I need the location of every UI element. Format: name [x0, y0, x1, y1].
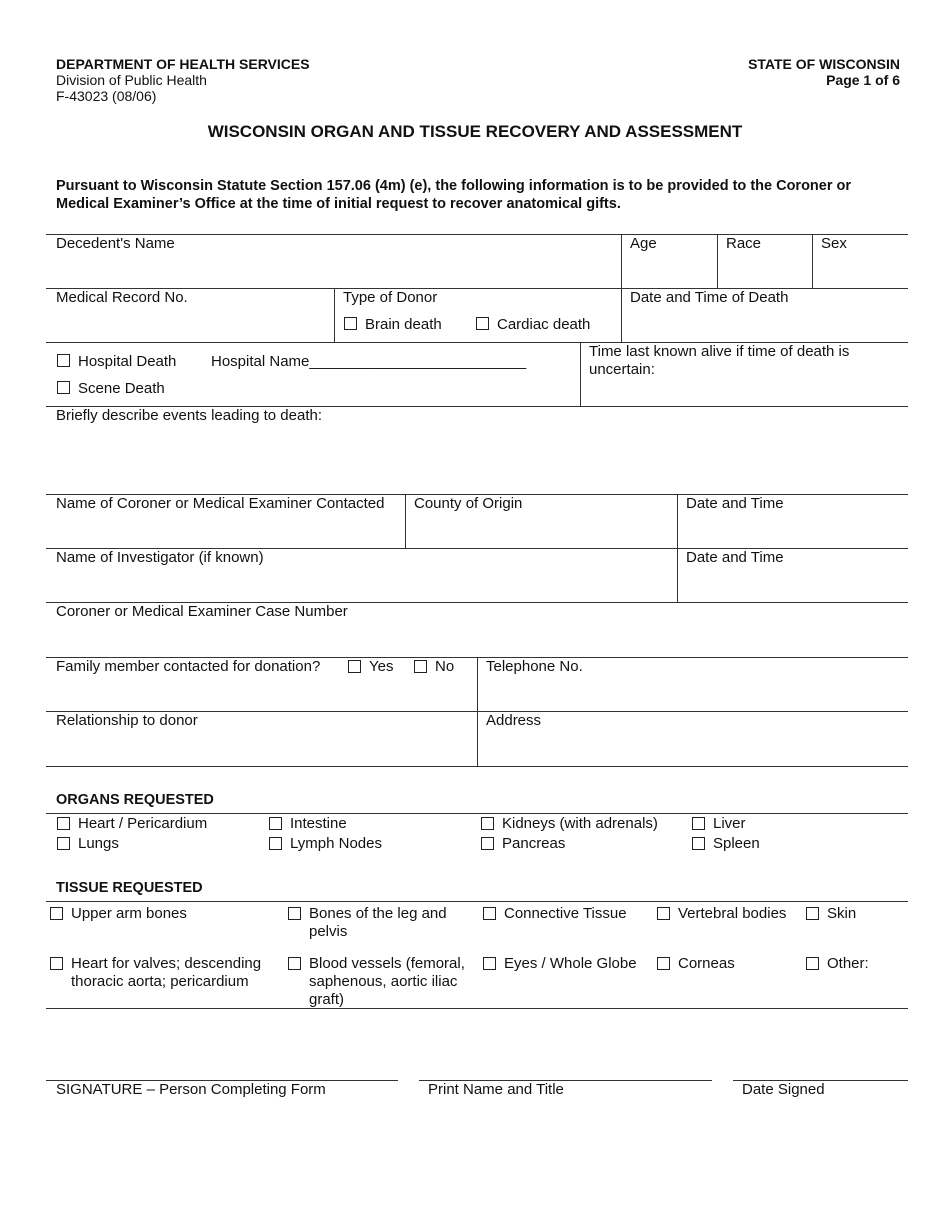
- page-number: Page 1 of 6: [826, 72, 900, 88]
- organ-spleen-checkbox[interactable]: [692, 837, 705, 850]
- divider: [621, 234, 622, 288]
- tissue-skin-checkbox[interactable]: [806, 907, 819, 920]
- organ-lungs-label: Lungs: [78, 835, 119, 852]
- events-field[interactable]: Briefly describe events leading to death:: [56, 407, 322, 424]
- tissue-vertebral-label: Vertebral bodies: [678, 905, 787, 922]
- organ-lymph-checkbox[interactable]: [269, 837, 282, 850]
- organ-intestine-label: Intestine: [290, 815, 347, 832]
- scene-death-label: Scene Death: [78, 380, 165, 397]
- organ-lungs-checkbox[interactable]: [57, 837, 70, 850]
- family-yes-label: Yes: [369, 658, 394, 675]
- tissue-corneas-checkbox[interactable]: [657, 957, 670, 970]
- county-field[interactable]: County of Origin: [414, 495, 523, 512]
- tissue-connective-checkbox[interactable]: [483, 907, 496, 920]
- telephone-field[interactable]: Telephone No.: [486, 658, 583, 675]
- organ-lymph-label: Lymph Nodes: [290, 835, 382, 852]
- tissue-leg-bones-label: Bones of the leg and pelvis: [309, 905, 447, 940]
- time-last-alive-field[interactable]: Time last known alive if time of death is uncertain:: [589, 343, 850, 378]
- hospital-death-checkbox[interactable]: [57, 354, 70, 367]
- tissue-heading: TISSUE REQUESTED: [56, 880, 203, 896]
- address-field[interactable]: Address: [486, 712, 542, 729]
- relationship-field[interactable]: Relationship to donor: [56, 712, 198, 729]
- organ-kidneys-label: Kidneys (with adrenals): [502, 815, 658, 832]
- family-no-checkbox[interactable]: [414, 660, 427, 673]
- type-of-donor-label: Type of Donor: [343, 289, 438, 306]
- date-time-field[interactable]: Date and Time: [686, 495, 784, 512]
- case-number-field[interactable]: Coroner or Medical Examiner Case Number: [56, 603, 348, 620]
- organ-liver-checkbox[interactable]: [692, 817, 705, 830]
- tissue-skin-label: Skin: [827, 905, 857, 922]
- divider: [405, 494, 406, 548]
- form-number: F-43023 (08/06): [56, 88, 157, 104]
- investigator-field[interactable]: Name of Investigator (if known): [56, 549, 264, 566]
- print-name-field[interactable]: Print Name and Title: [428, 1081, 564, 1098]
- hospital-name-field[interactable]: Hospital Name__________________________: [211, 353, 527, 370]
- family-yes-checkbox[interactable]: [348, 660, 361, 673]
- department-name: DEPARTMENT OF HEALTH SERVICES: [56, 56, 310, 72]
- organ-intestine-checkbox[interactable]: [269, 817, 282, 830]
- investigator-date-time-field[interactable]: Date and Time: [686, 549, 784, 566]
- date-signed-field[interactable]: Date Signed: [742, 1081, 825, 1098]
- tissue-heart-valves-checkbox[interactable]: [50, 957, 63, 970]
- organ-spleen-label: Spleen: [713, 835, 760, 852]
- cardiac-death-checkbox[interactable]: [476, 317, 489, 330]
- tissue-upper-arm-label: Upper arm bones: [71, 905, 187, 922]
- organ-heart-checkbox[interactable]: [57, 817, 70, 830]
- scene-death-checkbox[interactable]: [57, 381, 70, 394]
- family-no-label: No: [435, 658, 455, 675]
- divider: [621, 288, 622, 342]
- tissue-eyes-label: Eyes / Whole Globe: [504, 955, 637, 972]
- sex-field[interactable]: Sex: [821, 235, 847, 252]
- divider: [46, 1008, 908, 1009]
- divider: [717, 234, 718, 288]
- divider: [46, 766, 908, 767]
- tissue-leg-bones-checkbox[interactable]: [288, 907, 301, 920]
- intro-text: Pursuant to Wisconsin Statute Section 157.06 (4m) (e), the following information is to be provided to the Coroner or Medical Examiner’s Office at the time of initial request to recover anatomical gifts.: [56, 178, 852, 212]
- organ-liver-label: Liver: [713, 815, 746, 832]
- tissue-blood-vessels-label: Blood vessels (femoral, saphenous, aortic iliac graft): [309, 955, 465, 1008]
- tissue-connective-label: Connective Tissue: [504, 905, 627, 922]
- signature-field[interactable]: SIGNATURE – Person Completing Form: [56, 1081, 326, 1098]
- date-time-death-field[interactable]: Date and Time of Death: [630, 289, 789, 306]
- tissue-heart-valves-label: Heart for valves; descending thoracic aorta; pericardium: [71, 955, 262, 990]
- brain-death-checkbox[interactable]: [344, 317, 357, 330]
- tissue-vertebral-checkbox[interactable]: [657, 907, 670, 920]
- hospital-death-label: Hospital Death: [78, 353, 177, 370]
- organ-pancreas-label: Pancreas: [502, 835, 566, 852]
- divider: [46, 901, 908, 902]
- tissue-corneas-label: Corneas: [678, 955, 735, 972]
- division-name: Division of Public Health: [56, 72, 207, 88]
- coroner-name-field[interactable]: Name of Coroner or Medical Examiner Contacted: [56, 495, 385, 512]
- tissue-other-label: Other:: [827, 955, 869, 972]
- family-contacted-label: Family member contacted for donation?: [56, 658, 321, 675]
- tissue-other-checkbox[interactable]: [806, 957, 819, 970]
- tissue-eyes-checkbox[interactable]: [483, 957, 496, 970]
- tissue-upper-arm-checkbox[interactable]: [50, 907, 63, 920]
- tissue-blood-vessels-checkbox[interactable]: [288, 957, 301, 970]
- state-name: STATE OF WISCONSIN: [748, 56, 900, 72]
- divider: [580, 342, 581, 406]
- divider: [334, 288, 335, 342]
- age-field[interactable]: Age: [630, 235, 657, 252]
- organs-heading: ORGANS REQUESTED: [56, 792, 214, 808]
- divider: [46, 234, 908, 235]
- brain-death-label: Brain death: [365, 316, 442, 333]
- divider: [812, 234, 813, 288]
- race-field[interactable]: Race: [726, 235, 762, 252]
- form-title: WISCONSIN ORGAN AND TISSUE RECOVERY AND ASSESSMENT: [207, 122, 743, 141]
- divider: [46, 813, 908, 814]
- organ-kidneys-checkbox[interactable]: [481, 817, 494, 830]
- organ-heart-label: Heart / Pericardium: [78, 815, 208, 832]
- medical-record-field[interactable]: Medical Record No.: [56, 289, 188, 306]
- decedent-name-field[interactable]: Decedent's Name: [56, 235, 175, 252]
- organ-pancreas-checkbox[interactable]: [481, 837, 494, 850]
- cardiac-death-label: Cardiac death: [497, 316, 591, 333]
